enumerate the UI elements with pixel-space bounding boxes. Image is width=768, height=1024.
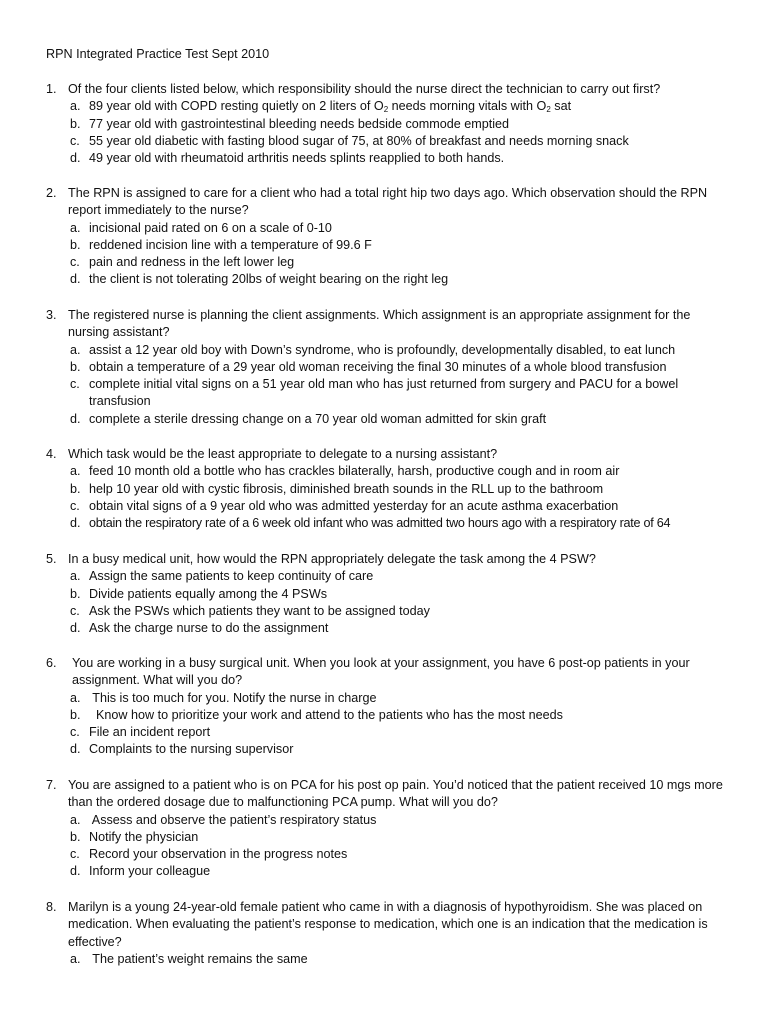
option-a bbox=[46, 463, 726, 480]
option-letter: c. bbox=[70, 603, 80, 618]
question-1 bbox=[46, 81, 726, 167]
option-letter: a. bbox=[70, 690, 81, 705]
option-a bbox=[46, 951, 726, 968]
option-letter: b. bbox=[70, 359, 81, 374]
option-letter: c. bbox=[70, 255, 80, 270]
question-number: 1. bbox=[46, 82, 57, 96]
answer-options bbox=[46, 98, 726, 167]
option-letter: c. bbox=[70, 725, 80, 740]
answer-options bbox=[46, 812, 726, 881]
option-text: Complaints to the nursing supervisor bbox=[89, 742, 294, 757]
option-letter: c. bbox=[70, 498, 80, 513]
option-text: The patient’s weight remains the same bbox=[89, 951, 308, 966]
option-text: incisional paid rated on 6 on a scale of 0-10 bbox=[89, 220, 332, 235]
option-text: complete a sterile dressing change on a 70 year old woman admitted for skin graft bbox=[89, 411, 547, 426]
question-4 bbox=[46, 446, 726, 532]
option-text-part: 89 year old with COPD resting quietly on 2 liters of O bbox=[89, 99, 384, 114]
option-c bbox=[46, 133, 726, 150]
option-b bbox=[46, 829, 726, 846]
option-text: the client is not tolerating 20lbs of weight bearing on the right leg bbox=[89, 272, 449, 287]
option-letter: b. bbox=[70, 829, 81, 844]
option-text-part: needs morning vitals with O bbox=[388, 99, 547, 114]
option-text: Ask the charge nurse to do the assignment bbox=[89, 621, 329, 636]
option-text: This is too much for you. Notify the nurse in charge bbox=[89, 690, 377, 705]
option-d bbox=[46, 863, 726, 880]
option-text: obtain the respiratory rate of a 6 week old infant who was admitted two hours ago with a respiratory rate of 64 bbox=[89, 516, 671, 531]
option-d bbox=[46, 150, 726, 167]
option-letter: a. bbox=[70, 569, 81, 584]
option-letter: a. bbox=[70, 220, 81, 235]
option-text bbox=[89, 98, 726, 115]
option-text: Ask the PSWs which patients they want to be assigned today bbox=[89, 603, 430, 618]
option-letter: b. bbox=[70, 237, 81, 252]
answer-options bbox=[46, 951, 726, 968]
option-c bbox=[46, 254, 726, 271]
question-text: The registered nurse is planning the client assignments. Which assignment is an appropriate assignment for the nursing assistant? bbox=[68, 308, 691, 340]
option-text: pain and redness in the left lower leg bbox=[89, 255, 295, 270]
option-c bbox=[46, 498, 726, 515]
option-text: complete initial vital signs on a 51 year old man who has just returned from surgery and PACU for a bowel transfusion bbox=[89, 377, 679, 409]
option-d bbox=[46, 620, 726, 637]
answer-options bbox=[46, 342, 726, 428]
answer-options bbox=[46, 690, 726, 759]
option-letter: a. bbox=[70, 951, 81, 966]
option-letter: b. bbox=[70, 586, 81, 601]
option-letter: b. bbox=[70, 116, 81, 131]
option-b bbox=[46, 707, 726, 724]
question-number: 4. bbox=[46, 447, 57, 461]
option-text: Record your observation in the progress notes bbox=[89, 847, 348, 862]
option-text: Inform your colleague bbox=[89, 864, 211, 879]
option-a bbox=[46, 220, 726, 237]
option-b bbox=[46, 359, 726, 376]
option-letter: a. bbox=[70, 812, 81, 827]
answer-options bbox=[46, 568, 726, 637]
question-number: 7. bbox=[46, 778, 57, 792]
option-a bbox=[46, 690, 726, 707]
option-text: Know how to prioritize your work and attend to the patients who has the most needs bbox=[89, 707, 563, 722]
option-letter: d. bbox=[70, 272, 81, 287]
option-text: obtain vital signs of a 9 year old who was admitted yesterday for an acute asthma exacerbation bbox=[89, 498, 619, 513]
question-7 bbox=[46, 777, 726, 881]
question-number: 3. bbox=[46, 308, 57, 322]
option-d bbox=[46, 741, 726, 758]
question-text: You are working in a busy surgical unit. When you look at your assignment, you have 6 post-op patients in your assignment. What will you do? bbox=[72, 656, 690, 688]
option-c bbox=[46, 724, 726, 741]
option-c bbox=[46, 846, 726, 863]
option-letter: d. bbox=[70, 151, 81, 166]
option-b bbox=[46, 586, 726, 603]
question-number: 2. bbox=[46, 186, 57, 200]
question-5 bbox=[46, 551, 726, 637]
option-letter: c. bbox=[70, 847, 80, 862]
option-text: obtain a temperature of a 29 year old woman receiving the final 30 minutes of a whole blood transfusion bbox=[89, 359, 667, 374]
question-text: Which task would be the least appropriate to delegate to a nursing assistant? bbox=[68, 447, 498, 461]
option-a bbox=[46, 342, 726, 359]
option-a bbox=[46, 98, 726, 115]
option-b bbox=[46, 481, 726, 498]
option-text: 49 year old with rheumatoid arthritis needs splints reapplied to both hands. bbox=[89, 151, 505, 166]
option-text: Assign the same patients to keep continuity of care bbox=[89, 569, 374, 584]
question-text: In a busy medical unit, how would the RPN appropriately delegate the task among the 4 PSW? bbox=[68, 552, 596, 566]
option-text: 77 year old with gastrointestinal bleeding needs bedside commode emptied bbox=[89, 116, 510, 131]
question-3 bbox=[46, 307, 726, 428]
subscript: 2 bbox=[546, 105, 551, 115]
option-letter: c. bbox=[70, 133, 80, 148]
option-letter: c. bbox=[70, 377, 80, 392]
option-text: 55 year old diabetic with fasting blood sugar of 75, at 80% of breakfast and needs morning snack bbox=[89, 133, 629, 148]
option-text-part: sat bbox=[550, 99, 572, 114]
option-b bbox=[46, 116, 726, 133]
option-letter: d. bbox=[70, 742, 81, 757]
option-a bbox=[46, 812, 726, 829]
question-text: Of the four clients listed below, which responsibility should the nurse direct the technician to carry out first? bbox=[68, 82, 661, 96]
option-c bbox=[46, 376, 726, 411]
option-text: feed 10 month old a bottle who has crackles bilaterally, harsh, productive cough and in room air bbox=[89, 464, 620, 479]
question-number: 6. bbox=[46, 656, 57, 670]
question-2 bbox=[46, 185, 726, 289]
document-title: RPN Integrated Practice Test Sept 2010 bbox=[46, 47, 270, 61]
option-letter: a. bbox=[70, 99, 81, 114]
option-b bbox=[46, 237, 726, 254]
question-number: 8. bbox=[46, 900, 57, 914]
option-letter: a. bbox=[70, 464, 81, 479]
option-letter: d. bbox=[70, 411, 81, 426]
option-letter: d. bbox=[70, 621, 81, 636]
option-text: assist a 12 year old boy with Down’s syndrome, who is profoundly, developmentally disabled, to eat lunch bbox=[89, 342, 676, 357]
option-letter: b. bbox=[70, 707, 81, 722]
option-text: help 10 year old with cystic fibrosis, diminished breath sounds in the RLL up to the bathroom bbox=[89, 481, 604, 496]
option-d bbox=[46, 411, 726, 428]
option-text: Assess and observe the patient’s respiratory status bbox=[89, 812, 377, 827]
option-letter: d. bbox=[70, 864, 81, 879]
option-a bbox=[46, 568, 726, 585]
option-letter: a. bbox=[70, 342, 81, 357]
option-d bbox=[46, 271, 726, 288]
question-text: Marilyn is a young 24-year-old female patient who came in with a diagnosis of hypothyroidism. She was placed on medication. When evaluating the patient’s response to medication, which one is an indication that the medication is effective? bbox=[68, 900, 708, 949]
option-text: Notify the physician bbox=[89, 829, 199, 844]
question-text: The RPN is assigned to care for a client who had a total right hip two days ago. Which observation should the RPN report immediately to the nurse? bbox=[68, 186, 708, 218]
option-c bbox=[46, 603, 726, 620]
option-letter: d. bbox=[70, 516, 81, 531]
answer-options bbox=[46, 463, 726, 532]
option-letter: b. bbox=[70, 481, 81, 496]
answer-options bbox=[46, 220, 726, 289]
question-number: 5. bbox=[46, 552, 57, 566]
option-text: reddened incision line with a temperature of 99.6 F bbox=[89, 237, 372, 252]
question-6 bbox=[46, 655, 726, 759]
option-text: File an incident report bbox=[89, 725, 211, 740]
question-8 bbox=[46, 899, 726, 968]
option-d bbox=[46, 515, 726, 532]
subscript: 2 bbox=[383, 105, 389, 115]
question-text: You are assigned to a patient who is on PCA for his post op pain. You’d noticed that the patient received 10 mgs more than the ordered dosage due to malfunctioning PCA pump. What will you do? bbox=[68, 778, 723, 810]
option-text: Divide patients equally among the 4 PSWs bbox=[89, 586, 328, 601]
